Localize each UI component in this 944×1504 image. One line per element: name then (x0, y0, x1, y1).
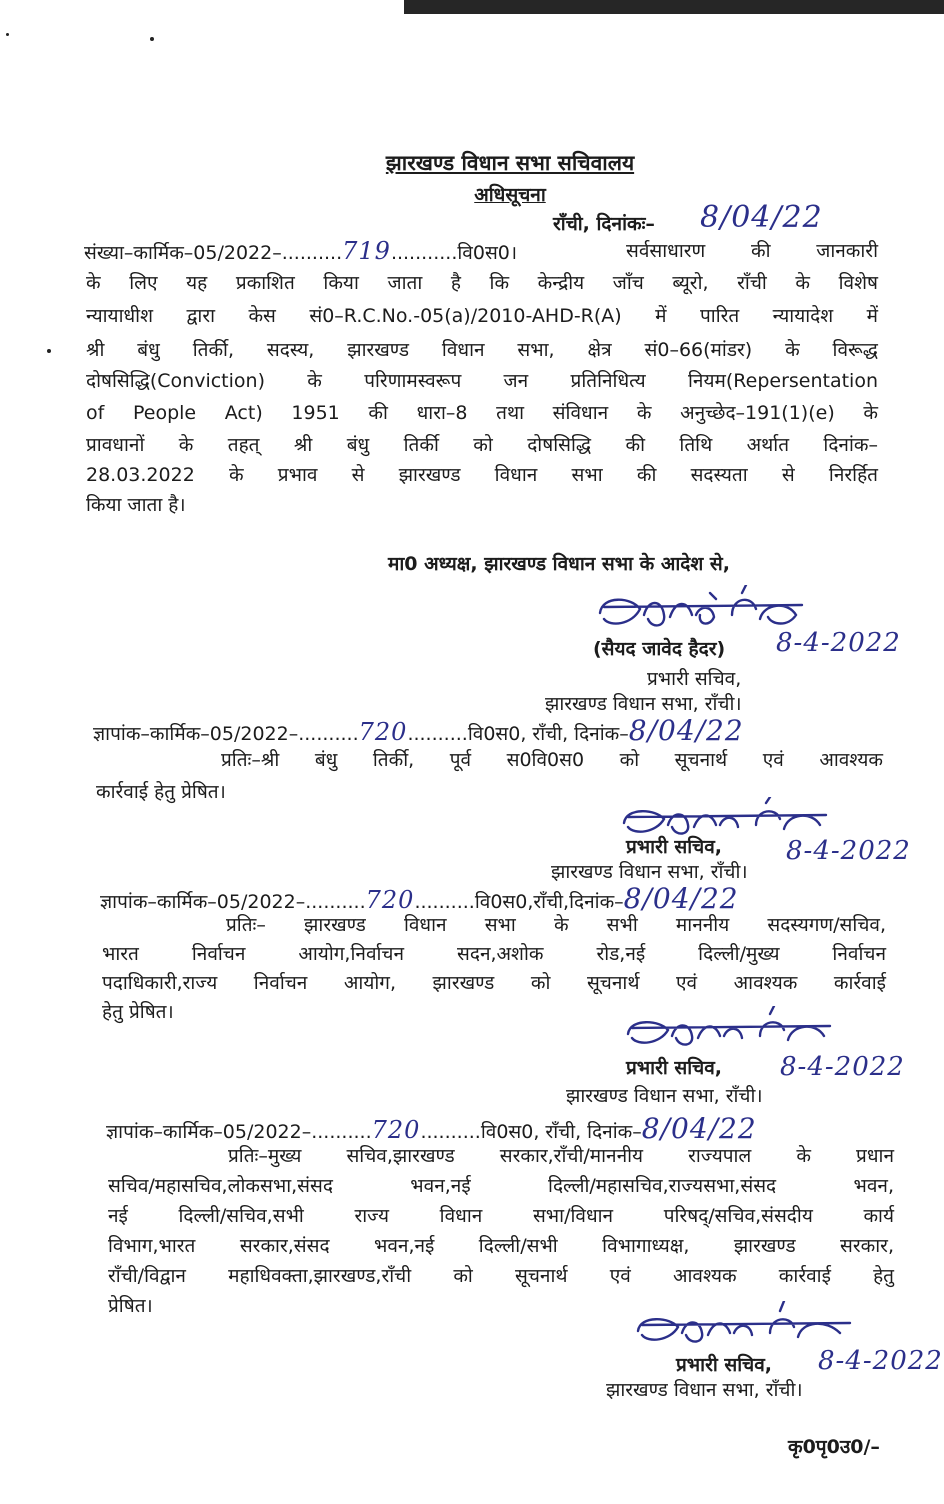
ref-suffix: ..........वि0स0, राँची, दिनांक– (420, 1121, 642, 1143)
notification-line: श्री बंधु तिर्की, सदस्य, झारखण्ड विधान सभा, क्षेत्र सं0–66(मांडर) के विरूद्ध (86, 339, 878, 361)
handwritten-sign-date: 8-4-2022 (780, 1052, 905, 1082)
scan-speck (6, 33, 9, 36)
copy-line: राँची/विद्वान महाधिवक्ता,झारखण्ड,राँची को सूचनार्थ एवं आवश्यक कार्रवाई हेतु (108, 1265, 894, 1287)
ref-suffix: ..........वि0स0,राँची,दिनांक– (414, 891, 624, 913)
signatory-designation: प्रभारी सचिव, (626, 836, 723, 858)
handwritten-sign-date: 8-4-2022 (776, 628, 901, 658)
copy-line: प्रतिः– झारखण्ड विधान सभा के सभी माननीय सदस्यगण/सचिव, (226, 914, 886, 936)
copy-line: नई दिल्ली/सचिव,सभी राज्य विधान सभा/विधान परिषद्/सचिव,संसदीय कार्य (108, 1205, 894, 1227)
notification-line: किया जाता है। (86, 494, 186, 516)
notification-line: न्यायाधीश द्वारा केस सं0–R.C.No.-05(a)/2010-AHD-R(A) में पारित न्यायादेश में (86, 305, 878, 327)
scan-speck (150, 37, 154, 41)
signatory-designation: प्रभारी सचिव, (647, 668, 742, 690)
place-date-prefix: राँची, दिनांकः– (553, 213, 655, 235)
ref-suffix: ..........वि0स0, राँची, दिनांक– (407, 723, 629, 745)
signatory-designation: प्रभारी सचिव, (676, 1354, 773, 1376)
handwritten-date: 8/04/22 (628, 714, 744, 747)
ref-prefix: ज्ञापांक–कार्मिक–05/2022–.......... (106, 1121, 372, 1143)
handwritten-ref-number: 720 (371, 1116, 421, 1144)
notification-line: सर्वसाधारण की जानकारी (626, 240, 878, 262)
handwritten-ref-number: 720 (358, 718, 408, 746)
notification-line: के लिए यह प्रकाशित किया जाता है कि केन्द्रीय जाँच ब्यूरो, राँची के विशेष (86, 272, 878, 294)
signature-scribble (630, 1301, 860, 1351)
copy-line: भारत निर्वाचन आयोग,निर्वाचन सदन,अशोक रोड,नई दिल्ली/मुख्य निर्वाचन (102, 943, 886, 965)
signature-scribble (620, 1006, 840, 1054)
footer-code: कृ0पृ0उ0/– (788, 1436, 880, 1458)
handwritten-sign-date: 8-4-2022 (786, 836, 911, 866)
signatory-name: (सैयद जावेद हैदर) (593, 638, 726, 660)
copy-line: सचिव/महासचिव,लोकसभा,संसद भवन,नई दिल्ली/महासचिव,राज्यसभा,संसद भवन, (108, 1175, 894, 1197)
scan-speck (47, 349, 51, 353)
signatory-office: झारखण्ड विधान सभा, राँची। (551, 861, 748, 883)
ref-suffix: ...........वि0स0। (390, 242, 518, 264)
scan-edge-shadow (404, 0, 944, 14)
handwritten-date: 8/04/22 (623, 882, 739, 915)
signatory-designation: प्रभारी सचिव, (626, 1057, 723, 1079)
handwritten-ref-number: 719 (342, 237, 391, 265)
ref-prefix: संख्या–कार्मिक–05/2022–.......... (84, 242, 343, 264)
handwritten-sign-date: 8-4-2022 (818, 1346, 943, 1376)
ref-prefix: ज्ञापांक–कार्मिक–05/2022–.......... (93, 723, 359, 745)
copy-line: हेतु प्रेषित। (102, 1001, 174, 1023)
signatory-office: झारखण्ड विधान सभा, राँची। (545, 693, 742, 715)
notification-line: of People Act) 1951 की धारा–8 तथा संविधान के अनुच्छेद–191(1)(e) के (86, 402, 878, 424)
page-subtitle: अधिसूचना (474, 184, 546, 206)
copy-line: पदाधिकारी,राज्य निर्वाचन आयोग, झारखण्ड को सूचनार्थ एवं आवश्यक कार्रवाई (102, 972, 886, 994)
copy-line: कार्रवाई हेतु प्रेषित। (96, 781, 226, 803)
notification-line: दोषसिद्धि(Conviction) के परिणामस्वरूप जन प्रतिनिधित्य नियम(Repersentation (86, 370, 878, 392)
handwritten-date: 8/04/22 (641, 1112, 757, 1145)
order-line: मा0 अध्यक्ष, झारखण्ड विधान सभा के आदेश से, (388, 553, 730, 575)
notification-line: 28.03.2022 के प्रभाव से झारखण्ड विधान सभा की सदस्यता से निरर्हित (86, 464, 878, 486)
copy-line: प्रतिः–श्री बंधु तिर्की, पूर्व स0वि0स0 को सूचनार्थ एवं आवश्यक (221, 749, 883, 771)
copy-line: विभाग,भारत सरकार,संसद भवन,नई दिल्ली/सभी विभागाध्यक्ष, झारखण्ड सरकार, (108, 1235, 894, 1257)
copy-line: प्रेषित। (108, 1295, 153, 1317)
signatory-office: झारखण्ड विधान सभा, राँची। (606, 1379, 803, 1401)
handwritten-ref-number: 720 (365, 886, 415, 914)
page-title: झारखण्ड विधान सभा सचिवालय (385, 151, 635, 175)
ref-prefix: ज्ञापांक–कार्मिक–05/2022–.......... (100, 891, 366, 913)
handwritten-date: 8/04/22 (700, 200, 823, 235)
signatory-office: झारखण्ड विधान सभा, राँची। (566, 1085, 763, 1107)
notification-ref (84, 236, 517, 268)
notification-line: प्रावधानों के तहत् श्री बंधु तिर्की को दोषसिद्धि की तिथि अर्थात दिनांक– (86, 434, 878, 456)
copy-line: प्रतिः–मुख्य सचिव,झारखण्ड सरकार,राँची/माननीय राज्यपाल के प्रधान (228, 1145, 894, 1167)
